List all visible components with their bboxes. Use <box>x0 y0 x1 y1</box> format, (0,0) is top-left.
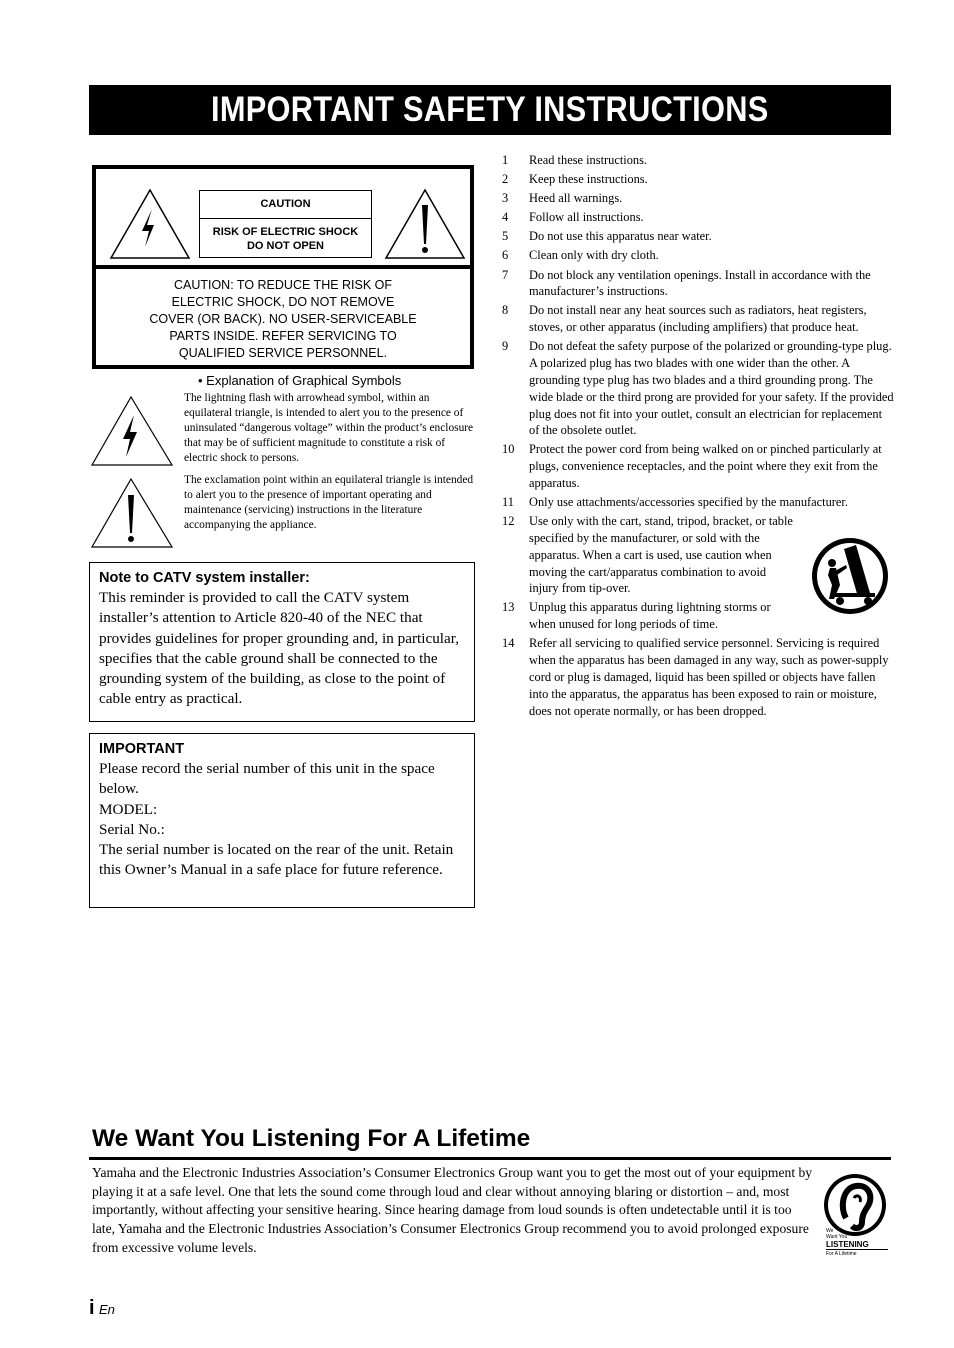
exclamation-triangle-icon <box>90 477 174 549</box>
divider <box>89 1157 891 1160</box>
list-item: 14 Refer all servicing to qualified service personnel. Servicing is required when the apparatus has been damaged in any way, such as power-supply cord or plug is damaged, liquid has been spilled or objects have fallen into the apparatus, the apparatus has been exposed to rain or moisture, does not operate normally, or has been dropped. <box>502 636 889 718</box>
catv-body: This reminder is provided to call the CATV system installer’s attention to Article 820-40 of the NEC that provides guidelines for proper grounding and, in particular, specifies that the cable ground shall be connected to the grounding system of the building, as close to the point of cable entry as practical. <box>99 589 459 708</box>
lifetime-heading: We Want You Listening For A Lifetime <box>92 1125 531 1152</box>
listening-for-a-lifetime-logo: We Want You LISTENING For A Lifetime <box>822 1172 888 1260</box>
important-heading: IMPORTANT <box>99 741 185 757</box>
list-item: 12 Use only with the cart, stand, tripod, bracket, or table specified by the manufacturer, or sold with the apparatus. When a cart is used, use caution when moving the cart/apparatus combination to avoid injury from tip-over. <box>502 514 793 596</box>
caution-label: CAUTION RISK OF ELECTRIC SHOCK DO NOT OPEN <box>199 190 372 258</box>
lightning-triangle-icon <box>90 395 174 467</box>
catv-heading: Note to CATV system installer: <box>99 570 310 586</box>
lightning-triangle-icon <box>108 187 192 261</box>
list-item: 2 Keep these instructions. <box>502 172 648 187</box>
list-item: 11 Only use attachments/accessories specified by the manufacturer. <box>502 495 848 510</box>
list-item: 5 Do not use this apparatus near water. <box>502 229 712 244</box>
list-item: 8 Do not install near any heat sources such as radiators, heat registers, stoves, or other apparatus (including amplifiers) that produce heat. <box>502 303 867 335</box>
lightning-explanation: The lightning flash with arrowhead symbol, within an equilateral triangle, is intended to alert you to the presence of uninsulated “dangerous voltage” within the product’s enclosure that may be of sufficient magnitude to constitute a risk of electric shock to persons. <box>184 392 474 464</box>
lifetime-body: Yamaha and the Electronic Industries Association’s Consumer Electronics Group want you to get the most out of your equipment by playing it at a safe level. One that lets the sound come through loud and clear without annoying blaring or distortion – and, most importantly, without affecting your sensitive hearing. Since hearing damage from loud sounds is often undetectable until it is too late, Yamaha and the Electronic Industries Association’s Consumer Electronics Group recommend you to avoid prolonged exposure from excessive volume levels. <box>92 1165 813 1255</box>
important-box <box>89 733 475 908</box>
catv-note-box <box>89 562 475 722</box>
model-line: MODEL: <box>99 800 158 818</box>
list-item: 13 Unplug this apparatus during lightning storms or when unused for long periods of time. <box>502 600 771 632</box>
serial-line: Serial No.: <box>99 820 165 838</box>
page-number: i En <box>89 1297 115 1319</box>
list-item: 1 Read these instructions. <box>502 153 648 167</box>
list-item: 9 Do not defeat the safety purpose of the polarized or grounding-type plug. A polarized plug has two blades with one wider than the other. A grounding type plug has two blades and a third grounding prong. The wide blade or the third prong are provided for your safety. If the provided plug does not fit into your outlet, consult an electrician for replacement of the obsolete outlet. <box>502 339 894 438</box>
caution-text: CAUTION: TO REDUCE THE RISK OF ELECTRIC SHOCK, DO NOT REMOVE COVER (OR BACK). NO USER-SERVICEABLE PARTS INSIDE. REFER SERVICING TO QUALIFIED SERVICE PERSONNEL. <box>149 278 417 360</box>
explanation-title: • Explanation of Graphical Symbols <box>198 373 402 388</box>
exclamation-explanation: The exclamation point within an equilateral triangle is intended to alert you to the presence of important operating and maintenance (servicing) instructions in the literature accompanying the appliance. <box>184 474 474 531</box>
caution-box-header <box>96 169 470 269</box>
important-line: The serial number is located on the rear of the unit. Retain this Owner’s Manual in a safe place for future reference. <box>99 841 454 879</box>
cart-tip-over-warning-icon <box>810 535 890 617</box>
list-item: 3 Heed all warnings. <box>502 191 623 206</box>
instructions-list <box>502 152 894 722</box>
list-item: 7 Do not block any ventilation openings. Install in accordance with the manufacturer’s instructions. <box>502 267 871 299</box>
exclamation-triangle-icon <box>383 187 467 261</box>
list-item: 10 Protect the power cord from being walked on or pinched particularly at plugs, convenience receptacles, and the point where they exit from the apparatus. <box>502 442 882 491</box>
list-item: 4 Follow all instructions. <box>502 210 644 225</box>
caution-box <box>92 165 474 369</box>
page-title: IMPORTANT SAFETY INSTRUCTIONS <box>89 85 891 135</box>
list-item: 6 Clean only with dry cloth. <box>502 248 659 263</box>
important-line: Please record the serial number of this unit in the space below. <box>99 760 435 798</box>
